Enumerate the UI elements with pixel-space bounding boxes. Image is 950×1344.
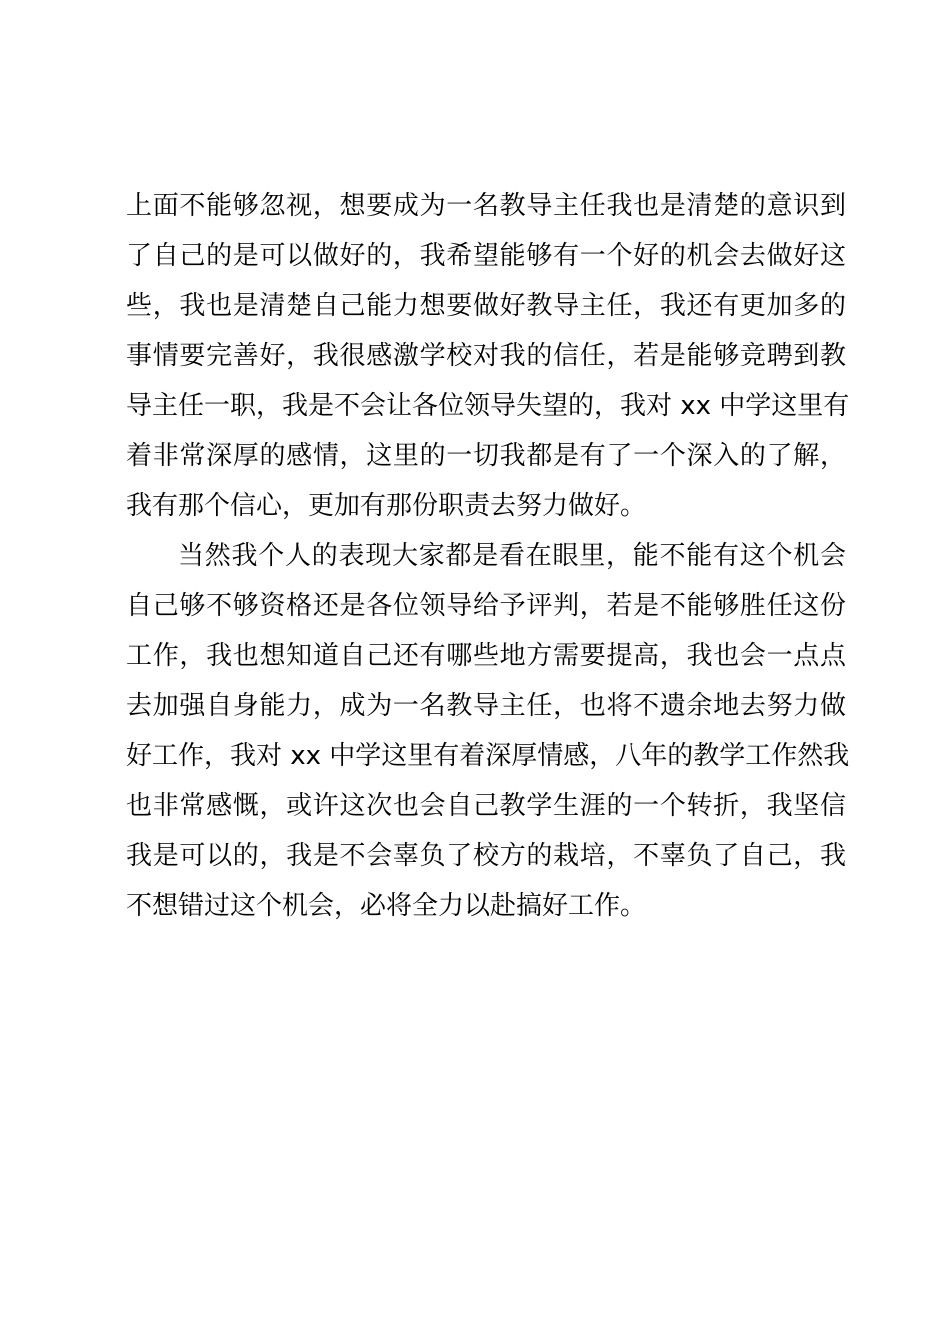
paragraph-line: 导主任一职，我是不会让各位领导失望的，我对 xx 中学这里有 bbox=[126, 391, 850, 421]
paragraph-line: 好工作，我对 xx 中学这里有着深厚情感，八年的教学工作然我 bbox=[126, 741, 850, 771]
paragraph-line: 当然我个人的表现大家都是看在眼里，能不能有这个机会 bbox=[178, 541, 846, 571]
paragraph-line: 工作，我也想知道自己还有哪些地方需要提高，我也会一点点 bbox=[126, 641, 846, 671]
paragraph-line: 去加强自身能力，成为一名教导主任，也将不遗余地去努力做 bbox=[126, 691, 846, 721]
paragraph-line: 自己够不够资格还是各位领导给予评判，若是不能够胜任这份 bbox=[126, 591, 846, 621]
paragraph-line: 我有那个信心，更加有那份职责去努力做好。 bbox=[126, 491, 647, 521]
paragraph-line: 不想错过这个机会，必将全力以赴搞好工作。 bbox=[126, 891, 647, 921]
paragraph-2 bbox=[126, 531, 850, 931]
paragraph-line: 些，我也是清楚自己能力想要做好教导主任，我还有更加多的 bbox=[126, 291, 846, 321]
paragraph-line: 我是可以的，我是不会辜负了校方的栽培，不辜负了自己，我 bbox=[126, 841, 846, 871]
paragraph-1 bbox=[126, 181, 850, 531]
paragraph-line: 事情要完善好，我很感激学校对我的信任，若是能够竞聘到教 bbox=[126, 341, 846, 371]
paragraph-line: 了自己的是可以做好的，我希望能够有一个好的机会去做好这 bbox=[126, 241, 846, 271]
paragraph-line: 也非常感慨，或许这次也会自己教学生涯的一个转折，我坚信 bbox=[126, 791, 846, 821]
paragraph-line: 上面不能够忽视，想要成为一名教导主任我也是清楚的意识到 bbox=[126, 191, 846, 221]
document-body bbox=[126, 181, 850, 931]
paragraph-line: 着非常深厚的感情，这里的一切我都是有了一个深入的了解， bbox=[126, 441, 846, 471]
